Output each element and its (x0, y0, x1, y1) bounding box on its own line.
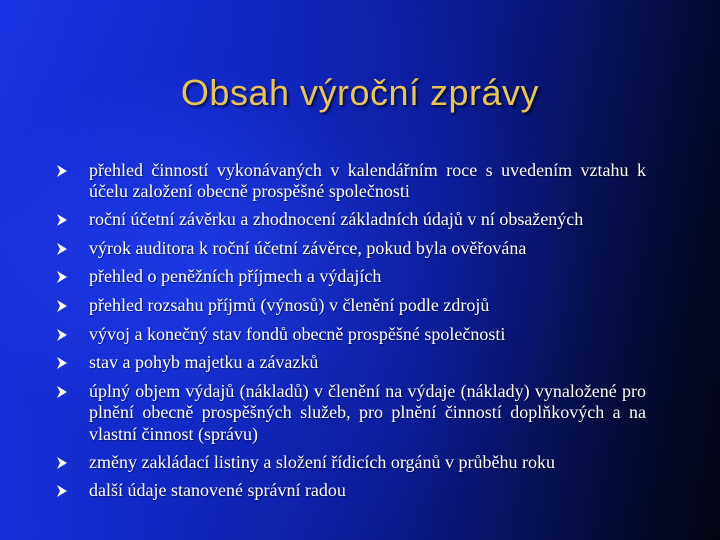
arrowhead-bullet-icon (56, 300, 68, 312)
arrowhead-bullet-icon (56, 386, 68, 398)
list-item (56, 381, 646, 445)
list-item (56, 238, 646, 259)
arrowhead-bullet-icon (56, 457, 68, 469)
list-item (56, 266, 646, 287)
list-item-text: roční účetní závěrku a zhodnocení základních údajů v ní obsažených (89, 209, 584, 230)
arrowhead-bullet-icon (56, 357, 68, 369)
arrowhead-bullet-icon (56, 243, 68, 255)
list-item-text: stav a pohyb majetku a závazků (89, 352, 319, 373)
list-item-text: výrok auditora k roční účetní závěrce, pokud byla ověřována (89, 237, 527, 258)
list-item-text: přehled o peněžních příjmech a výdajích (89, 266, 382, 287)
list-item-text: změny zakládací listiny a složení řídicích orgánů v průběhu roku (89, 451, 556, 472)
list-item-text: úplný objem výdajů (nákladů) v členění na výdaje (náklady) vynaložené pro plnění obecně prospěšných služeb, pro plnění činností doplňkových a na vlastní činnost (správu) (89, 381, 646, 444)
list-item (56, 352, 646, 373)
arrowhead-bullet-icon (56, 485, 68, 497)
list-item (56, 480, 646, 501)
arrowhead-bullet-icon (56, 329, 68, 341)
list-item (56, 324, 646, 345)
arrowhead-bullet-icon (56, 271, 68, 283)
arrowhead-bullet-icon (56, 165, 68, 177)
arrowhead-bullet-icon (56, 214, 68, 226)
slide-title: Obsah výroční zprávy (180, 72, 540, 113)
list-item (56, 295, 646, 316)
list-item-text: přehled rozsahu příjmů (výnosů) v členění podle zdrojů (89, 295, 490, 316)
list-item-text: vývoj a konečný stav fondů obecně prospěšné společnosti (89, 323, 506, 344)
list-item (56, 452, 646, 473)
list-item-text: přehled činností vykonávaných v kalendářním roce s uvedením vztahu k účelu založení obecně prospěšné společnosti (89, 160, 646, 202)
list-item (56, 160, 646, 202)
list-item-text: další údaje stanovené správní radou (89, 480, 346, 501)
content-list (56, 160, 646, 509)
list-item (56, 209, 646, 230)
